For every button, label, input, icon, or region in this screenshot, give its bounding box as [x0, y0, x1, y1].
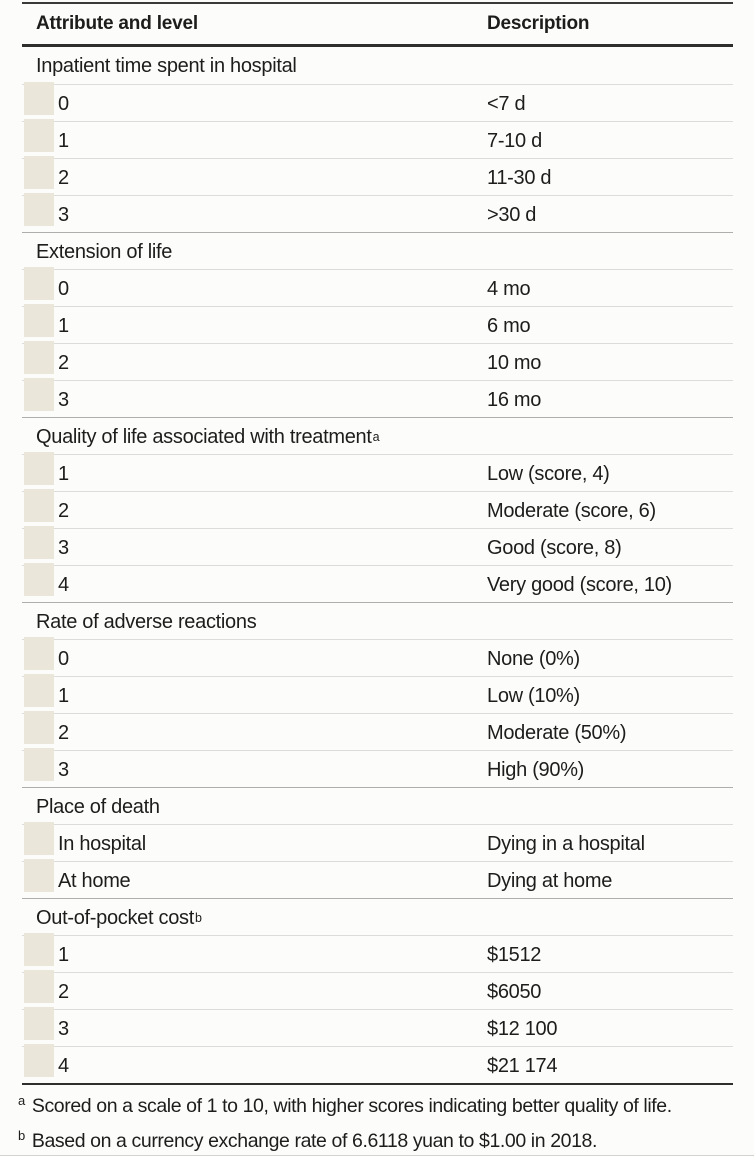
indent-tab — [24, 1044, 54, 1077]
indent-tab — [24, 859, 54, 892]
indent-tab — [24, 933, 54, 966]
table-row — [22, 1046, 733, 1083]
table-row — [22, 343, 733, 380]
table-row — [22, 713, 733, 750]
level-cell: 0 — [58, 647, 69, 670]
section-header-row — [22, 602, 733, 639]
indent-tab — [24, 748, 54, 781]
table-row — [22, 528, 733, 565]
table-row — [22, 454, 733, 491]
table-row — [22, 84, 733, 121]
level-cell: 1 — [58, 462, 69, 485]
description-cell: Moderate (50%) — [487, 721, 627, 744]
indent-tab — [24, 563, 54, 596]
level-cell: 1 — [58, 943, 69, 966]
indent-tab — [24, 1007, 54, 1040]
table-row — [22, 491, 733, 528]
indent-tab — [24, 452, 54, 485]
level-cell: 0 — [58, 92, 69, 115]
level-cell: 4 — [58, 1054, 69, 1077]
description-cell: $1512 — [487, 943, 542, 966]
level-cell: 3 — [58, 536, 69, 559]
table-row — [22, 972, 733, 1009]
description-cell: None (0%) — [487, 647, 580, 670]
column-header-attribute-and-level: Attribute and level — [36, 13, 198, 34]
level-cell: 3 — [58, 758, 69, 781]
section-header-label: Inpatient time spent in hospital — [36, 55, 297, 77]
description-cell: 6 mo — [487, 314, 531, 337]
indent-tab — [24, 822, 54, 855]
description-cell: High (90%) — [487, 758, 585, 781]
level-cell: 1 — [58, 684, 69, 707]
indent-tab — [24, 156, 54, 189]
description-cell: $21 174 — [487, 1054, 558, 1077]
footnote — [18, 1129, 744, 1153]
indent-tab — [24, 378, 54, 411]
description-cell: Dying at home — [487, 869, 613, 892]
description-cell: >30 d — [487, 203, 537, 226]
description-cell: Low (10%) — [487, 684, 580, 707]
table-row — [22, 269, 733, 306]
level-cell: 3 — [58, 388, 69, 411]
description-cell: 16 mo — [487, 388, 542, 411]
footnote-marker: a — [18, 1092, 25, 1108]
section-header-row — [22, 47, 733, 84]
section-header-label: Extension of life — [36, 240, 173, 263]
section-header-row: Quality of life associated with treatment a — [22, 417, 733, 454]
footnotes — [18, 1094, 744, 1153]
section-header-label: Rate of adverse reactions — [36, 610, 257, 633]
description-cell: <7 d — [487, 92, 526, 115]
table-row — [22, 750, 733, 787]
description-cell: Moderate (score, 6) — [487, 499, 656, 522]
description-cell: $12 100 — [487, 1017, 558, 1040]
table-row — [22, 158, 733, 195]
table-row — [22, 676, 733, 713]
level-cell: 1 — [58, 314, 69, 337]
attributes-table — [22, 2, 733, 1085]
table-row — [22, 639, 733, 676]
description-cell: 10 mo — [487, 351, 542, 374]
section-header-label: Place of death — [36, 795, 160, 818]
section-header-label: Quality of life associated with treatment — [36, 425, 372, 448]
column-header-description: Description — [487, 13, 590, 34]
level-cell: At home — [58, 869, 131, 892]
level-cell: 4 — [58, 573, 69, 596]
description-cell: 7-10 d — [487, 129, 542, 152]
level-cell: 2 — [58, 721, 69, 744]
table-header-row — [22, 2, 733, 47]
level-cell: In hospital — [58, 832, 146, 855]
table-row — [22, 935, 733, 972]
level-cell: 2 — [58, 499, 69, 522]
level-cell: 2 — [58, 980, 69, 1003]
footnote — [18, 1094, 744, 1118]
description-cell: 4 mo — [487, 277, 531, 300]
level-cell: 0 — [58, 277, 69, 300]
table-row — [22, 306, 733, 343]
indent-tab — [24, 526, 54, 559]
table-row — [22, 121, 733, 158]
indent-tab — [24, 267, 54, 300]
level-cell: 3 — [58, 203, 69, 226]
table-row — [22, 565, 733, 602]
description-cell: 11-30 d — [487, 166, 552, 189]
table-row — [22, 1009, 733, 1046]
description-cell: Good (score, 8) — [487, 536, 622, 559]
indent-tab — [24, 341, 54, 374]
level-cell: 1 — [58, 129, 69, 152]
table-row — [22, 861, 733, 898]
table-row — [22, 195, 733, 232]
description-cell: Very good (score, 10) — [487, 573, 672, 596]
description-cell: Low (score, 4) — [487, 462, 610, 485]
description-cell: $6050 — [487, 980, 542, 1003]
indent-tab — [24, 637, 54, 670]
table-row — [22, 380, 733, 417]
indent-tab — [24, 489, 54, 522]
section-header-label: Out-of-pocket cost — [36, 906, 194, 929]
level-cell: 2 — [58, 166, 69, 189]
footnote-text: Based on a currency exchange rate of 6.6118 yuan to $1.00 in 2018. — [31, 1130, 598, 1152]
section-header-row: Out-of-pocket cost b — [22, 898, 733, 935]
section-header-row — [22, 787, 733, 824]
indent-tab — [24, 82, 54, 115]
table-row — [22, 824, 733, 861]
section-header-row — [22, 232, 733, 269]
indent-tab — [24, 193, 54, 226]
indent-tab — [24, 119, 54, 152]
indent-tab — [24, 304, 54, 337]
description-cell: Dying in a hospital — [487, 832, 645, 855]
indent-tab — [24, 674, 54, 707]
footnote-marker: b — [18, 1127, 25, 1143]
indent-tab — [24, 970, 54, 1003]
table-body — [22, 47, 733, 1083]
footnote-text: Scored on a scale of 1 to 10, with higher scores indicating better quality of life. — [31, 1095, 672, 1117]
level-cell: 3 — [58, 1017, 69, 1040]
level-cell: 2 — [58, 351, 69, 374]
indent-tab — [24, 711, 54, 744]
